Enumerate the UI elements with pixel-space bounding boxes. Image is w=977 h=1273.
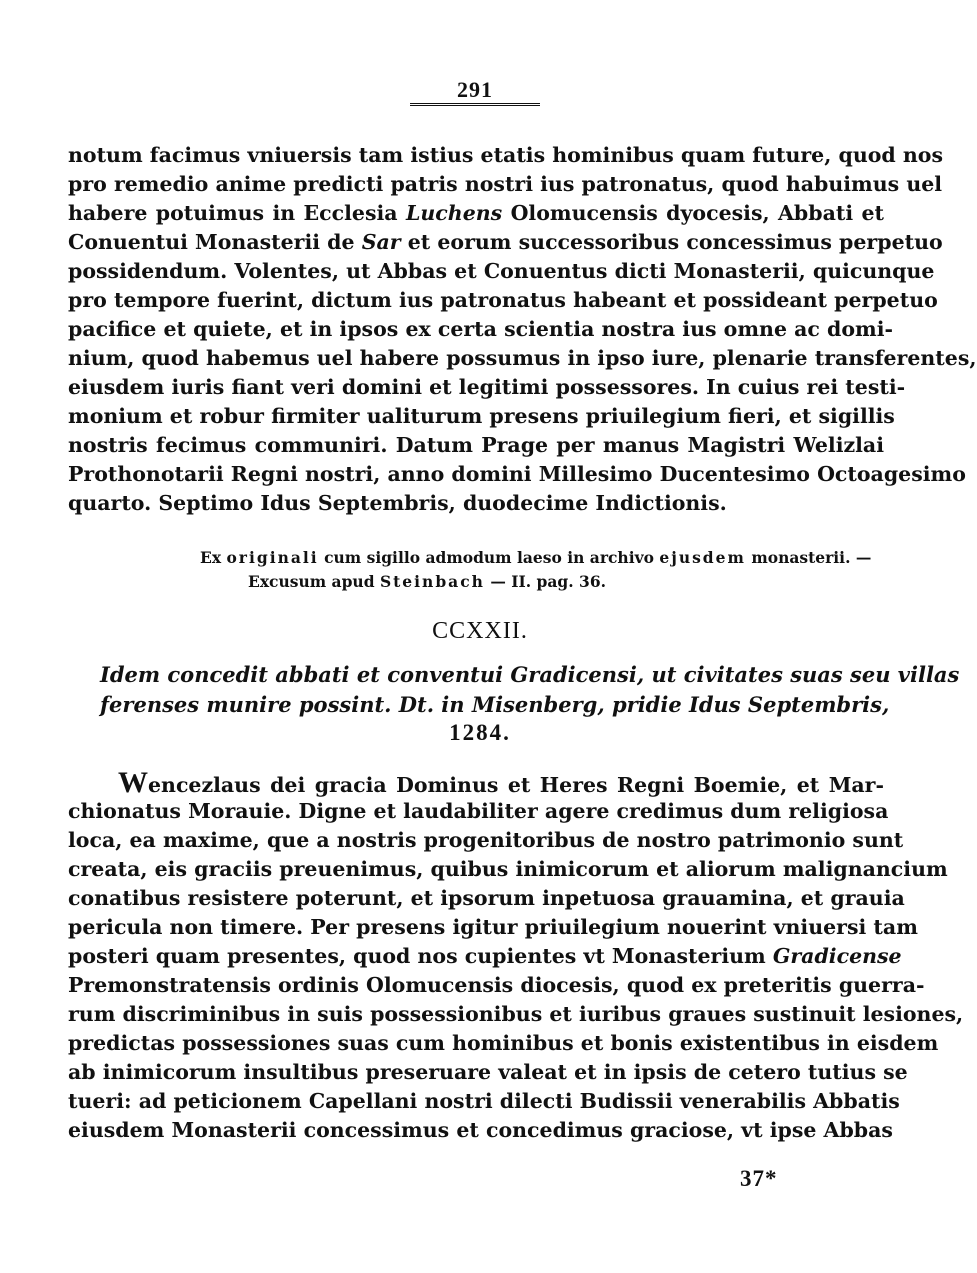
text-line: creata, eis graciis preuenimus, quibus inimicorum et aliorum malignancium xyxy=(68,857,948,881)
paragraph-charter-end xyxy=(68,141,977,518)
text-line: monium et robur firmiter ualiturum presens priuilegium fieri, et sigillis xyxy=(68,404,895,428)
text-line: ab inimicorum insultibus preseruare valeat et in ipsis de cetero tutius se xyxy=(68,1060,908,1084)
text-line: tueri: ad peticionem Capellani nostri dilecti Budissii venerabilis Abbatis xyxy=(68,1089,900,1113)
text-line: notum facimus vniuersis tam istius etatis hominibus quam future, quod nos xyxy=(68,143,943,167)
place-name-italic: Luchens xyxy=(405,201,503,225)
text-line: eiusdem Monasterii concessimus et concedimus graciose, vt ipse Abbas xyxy=(68,1118,893,1142)
text-line: loca, ea maxime, que a nostris progenitoribus de nostro patrimonio sunt xyxy=(68,828,904,852)
text-line: pro remedio anime predicti patris nostri ius patronatus, quod habuimus uel xyxy=(68,172,943,196)
summary-line: Idem concedit abbati et conventui Gradicensi, ut civitates suas seu villas xyxy=(100,662,960,687)
document-year: 1284. xyxy=(449,720,511,745)
text-line: eiusdem iuris fiant veri domini et legitimi possessores. In cuius rei testi- xyxy=(68,375,906,399)
text-line: chionatus Morauie. Digne et laudabiliter agere credimus dum religiosa xyxy=(68,799,889,823)
text-line: pericula non timere. Per presens igitur priuilegium nouerint vniuersi tam xyxy=(68,915,918,939)
source-line: Excusum apud Steinbach — II. pag. 36. xyxy=(248,572,606,591)
text-line: predictas possessiones suas cum hominibus et bonis existentibus in eisdem xyxy=(68,1031,939,1055)
page-number: 291 xyxy=(457,77,493,102)
text-line: rum discriminibus in suis possessionibus et iuribus graues sustinuit lesiones, xyxy=(68,1002,964,1026)
place-name-italic: Sar xyxy=(361,230,401,254)
document-summary xyxy=(100,660,960,720)
header-rule xyxy=(410,103,540,106)
paragraph-charter xyxy=(68,766,964,1145)
text-line: nium, quod habemus uel habere possumus in ipso iure, plenarie transferentes, xyxy=(68,346,977,370)
text-line: possidendum. Volentes, ut Abbas et Conuentus dicti Monasterii, quicunque xyxy=(68,259,935,283)
signature-mark: 37* xyxy=(740,1166,778,1191)
text-line: pacifice et quiete, et in ipsos ex certa scientia nostra ius omne ac domi- xyxy=(68,317,894,341)
text-line: pro tempore fuerint, dictum ius patronatus habeant et possideant perpetuo xyxy=(68,288,938,312)
summary-line: ferenses munire possint. Dt. in Misenberg, pridie Idus Septembris, xyxy=(100,692,890,717)
text-line: nostris fecimus communiri. Datum Prage per manus Magistri Welizlai xyxy=(68,433,884,457)
text-line: habere potuimus in Ecclesia Luchens Olomucensis dyocesis, Abbati et xyxy=(68,201,885,225)
text-line: quarto. Septimo Idus Septembris, duodecime Indictionis. xyxy=(68,491,727,515)
text-line: Conuentui Monasterii de Sar et eorum successoribus concessimus perpetuo xyxy=(68,230,943,254)
document-number: CCXXII. xyxy=(432,618,528,644)
text-line: Wencezlaus dei gracia Dominus et Heres Regni Boemie, et Mar- xyxy=(118,766,884,799)
source-note xyxy=(68,546,884,594)
source-line: Ex originali cum sigillo admodum laeso in archivo ejusdem monasterii. — xyxy=(200,548,872,567)
text-line: Premonstratensis ordinis Olomucensis diocesis, quod ex preteritis guerra- xyxy=(68,973,925,997)
text-line: Prothonotarii Regni nostri, anno domini Millesimo Ducentesimo Octoagesimo xyxy=(68,462,966,486)
place-name-italic: Gradicense xyxy=(772,944,902,968)
drop-cap: W xyxy=(118,766,148,799)
text-line: conatibus resistere poterunt, et ipsorum inpetuosa grauamina, et grauia xyxy=(68,886,905,910)
text-line: posteri quam presentes, quod nos cupientes vt Monasterium Gradicense xyxy=(68,944,902,968)
